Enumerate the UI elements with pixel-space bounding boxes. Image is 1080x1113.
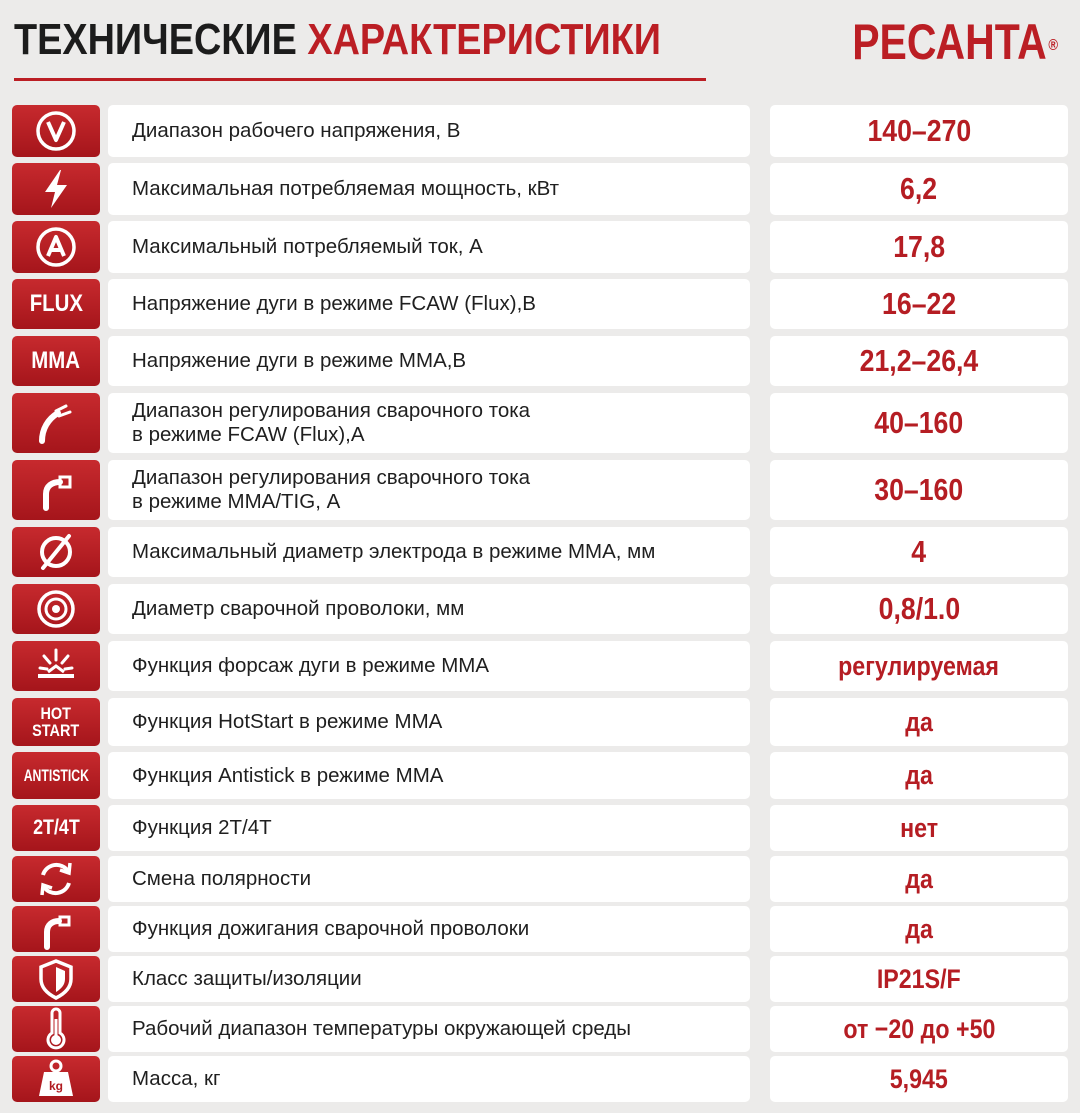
spec-value: да xyxy=(905,706,933,737)
brand-name: РЕСАНТА xyxy=(852,14,1047,70)
spec-label-cell xyxy=(108,752,750,799)
spec-value: 16–22 xyxy=(881,286,957,321)
voltage-v-icon xyxy=(12,105,100,157)
weight-icon-text: kg xyxy=(48,1079,64,1093)
flux-icon-text: FLUX xyxy=(29,290,83,317)
spec-value-cell xyxy=(770,698,1068,746)
spec-value: 0,8/1.0 xyxy=(878,591,960,626)
spec-value: 40–160 xyxy=(874,405,964,440)
spec-label-cell xyxy=(108,279,750,329)
spec-row-temperature-range xyxy=(12,1006,1068,1052)
spec-label-cell xyxy=(108,105,750,157)
spec-label-cell xyxy=(108,1006,750,1052)
spec-label: Максимальный потребляемый ток, А xyxy=(132,235,483,258)
spec-value-cell xyxy=(770,584,1068,634)
spec-value-cell xyxy=(770,906,1068,952)
spec-value-cell xyxy=(770,460,1068,520)
spec-value: нет xyxy=(899,812,938,843)
title-part-1: ТЕХНИЧЕСКИЕ xyxy=(14,15,297,64)
spec-value-cell xyxy=(770,527,1068,577)
title-underline xyxy=(14,78,706,81)
spec-label: Функция 2T/4T xyxy=(132,816,272,839)
spec-row-hot-start xyxy=(12,698,1068,746)
spec-value: да xyxy=(905,863,933,894)
spec-label-cell xyxy=(108,805,750,851)
spec-row-max-current xyxy=(12,221,1068,273)
mma-icon-text: MMA xyxy=(31,347,81,374)
spec-value: 21,2–26,4 xyxy=(859,343,979,378)
spec-value: 17,8 xyxy=(893,229,945,264)
spec-value: 30–160 xyxy=(874,472,964,507)
registered-mark: ® xyxy=(1048,37,1058,54)
spec-value-cell xyxy=(770,1056,1068,1102)
spec-value: 140–270 xyxy=(867,113,971,148)
spec-row-max-electrode-diameter xyxy=(12,527,1068,577)
spec-row-mma-tig-current-range xyxy=(12,460,1068,520)
spec-row-wire-diameter xyxy=(12,584,1068,634)
hot-start-text-1: HOT xyxy=(40,704,72,723)
spec-row-antistick xyxy=(12,752,1068,799)
spec-row-wire-burnback xyxy=(12,906,1068,952)
spec-label: Максимальная потребляемая мощность, кВт xyxy=(132,177,559,200)
diameter-icon xyxy=(12,527,100,577)
spec-label-cell xyxy=(108,906,750,952)
spec-value-cell xyxy=(770,105,1068,157)
spec-value-cell xyxy=(770,752,1068,799)
spec-label: Масса, кг xyxy=(132,1067,221,1090)
spec-value-cell xyxy=(770,956,1068,1002)
antistick-icon-text: ANTISTICK xyxy=(23,765,89,785)
spec-value-cell xyxy=(770,336,1068,386)
spec-value-cell xyxy=(770,805,1068,851)
spec-row-voltage-range xyxy=(12,105,1068,157)
ampere-a-icon xyxy=(12,221,100,273)
spec-label: Функция HotStart в режиме ММА xyxy=(132,710,443,733)
spec-label: Рабочий диапазон температуры окружающей среды xyxy=(132,1017,632,1040)
spec-label: Функция форсаж дуги в режиме ММА xyxy=(132,654,490,677)
spec-label: Диапазон регулирования сварочного тока в режиме ММА/TIG, А xyxy=(132,466,531,513)
spec-label: Максимальный диаметр электрода в режиме ММА, мм xyxy=(132,540,656,563)
spec-value: 4 xyxy=(911,534,927,569)
spec-value: 6,2 xyxy=(900,171,938,206)
spec-label: Класс защиты/изоляции xyxy=(132,967,362,990)
spec-value-cell xyxy=(770,163,1068,215)
spec-label: Диапазон рабочего напряжения, В xyxy=(132,119,461,142)
spec-label: Диаметр сварочной проволоки, мм xyxy=(132,597,465,620)
spec-label: Напряжение дуги в режиме FCAW (Flux),В xyxy=(132,292,536,315)
spec-label: Диапазон регулирования сварочного тока в режиме FCAW (Flux),А xyxy=(132,399,531,446)
spec-value-cell xyxy=(770,1006,1068,1052)
thermometer-icon xyxy=(12,1006,100,1052)
brand-logo xyxy=(852,14,1058,70)
spec-label-cell xyxy=(108,393,750,453)
mma-icon xyxy=(12,336,100,386)
spec-value: да xyxy=(905,760,933,790)
header xyxy=(14,8,1066,84)
welding-torch-icon xyxy=(12,460,100,520)
spec-value: IP21S/F xyxy=(877,963,961,994)
spec-label-cell xyxy=(108,1056,750,1102)
spec-row-flux-current-range xyxy=(12,393,1068,453)
spec-value-cell xyxy=(770,856,1068,902)
spec-value-cell xyxy=(770,641,1068,691)
spec-label: Функция Antistick в режиме ММА xyxy=(132,763,444,787)
shield-icon xyxy=(12,956,100,1002)
title-part-2: ХАРАКТЕРИСТИКИ xyxy=(307,15,661,64)
spec-value-cell xyxy=(770,279,1068,329)
wire-spool-icon xyxy=(12,584,100,634)
2t-4t-icon xyxy=(12,805,100,851)
spec-label: Напряжение дуги в режиме ММА,В xyxy=(132,349,467,372)
spec-label-cell xyxy=(108,460,750,520)
welding-torch-icon xyxy=(12,393,100,453)
spec-value: регулируемая xyxy=(838,650,1000,681)
spec-label-cell xyxy=(108,584,750,634)
wire-burnback-icon xyxy=(12,906,100,952)
spec-row-2t-4t xyxy=(12,805,1068,851)
spec-label-cell xyxy=(108,641,750,691)
flux-icon xyxy=(12,279,100,329)
hot-start-icon xyxy=(12,698,100,746)
spec-row-polarity xyxy=(12,856,1068,902)
spec-value: да xyxy=(905,913,933,944)
spec-value: 5,945 xyxy=(889,1063,949,1094)
spec-label-cell xyxy=(108,527,750,577)
spec-label-cell xyxy=(108,221,750,273)
polarity-switch-icon xyxy=(12,856,100,902)
antistick-icon xyxy=(12,752,100,799)
2t-4t-icon-text: 2T/4T xyxy=(32,816,80,839)
spec-row-flux-arc-voltage xyxy=(12,279,1068,329)
spec-row-max-power xyxy=(12,163,1068,215)
arc-force-icon xyxy=(12,641,100,691)
hot-start-text-2: START xyxy=(32,721,80,740)
spec-row-weight xyxy=(12,1056,1068,1102)
spec-value-cell xyxy=(770,393,1068,453)
spec-label-cell xyxy=(108,163,750,215)
spec-label: Функция дожигания сварочной проволоки xyxy=(132,917,530,940)
spec-row-protection-class xyxy=(12,956,1068,1002)
spec-label-cell xyxy=(108,956,750,1002)
lightning-icon xyxy=(12,163,100,215)
weight-kg-icon xyxy=(12,1056,100,1102)
spec-row-arc-force xyxy=(12,641,1068,691)
spec-value-cell xyxy=(770,221,1068,273)
spec-value: от −20 до +50 xyxy=(842,1013,996,1044)
spec-label: Смена полярности xyxy=(132,867,312,890)
spec-label-cell xyxy=(108,698,750,746)
spec-row-mma-arc-voltage xyxy=(12,336,1068,386)
spec-label-cell xyxy=(108,856,750,902)
hot-start-icon-text xyxy=(32,705,79,739)
spec-label-cell xyxy=(108,336,750,386)
page-title xyxy=(14,14,661,66)
